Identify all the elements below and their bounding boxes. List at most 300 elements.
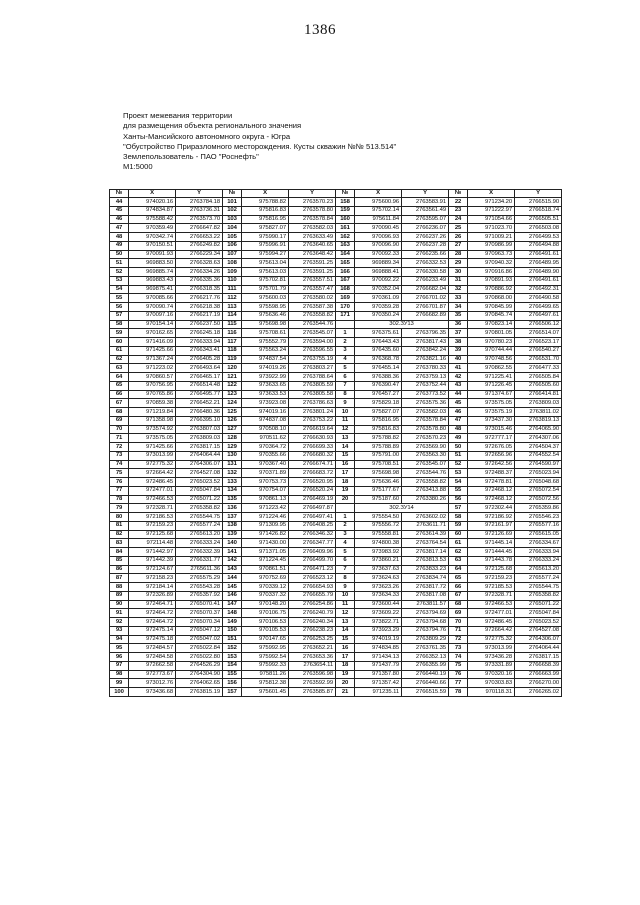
header-line: М1:5000	[123, 162, 153, 172]
y-coordinate-cell: 2763602.02	[402, 513, 449, 522]
point-number-cell: 47	[110, 224, 129, 233]
point-number-cell: 44	[449, 390, 468, 399]
y-coordinate-cell: 2763752.44	[402, 381, 449, 390]
y-coordinate-cell: 2766240.34	[289, 618, 336, 627]
point-number-cell: 3	[336, 346, 355, 355]
y-coordinate-cell: 2766489.95	[515, 259, 562, 268]
x-coordinate-cell: 970092.22	[355, 276, 402, 285]
table-row	[110, 276, 562, 285]
y-coordinate-cell: 2763809.29	[402, 635, 449, 644]
point-number-cell: 54	[110, 285, 129, 294]
point-number-cell: 2	[336, 338, 355, 347]
table-row	[110, 364, 562, 373]
x-coordinate-cell: 971437.79	[355, 661, 402, 670]
x-coordinate-cell: 970352.04	[355, 285, 402, 294]
x-coordinate-cell: 973633.65	[242, 381, 289, 390]
column-header: X	[355, 190, 402, 198]
point-number-cell: 67	[449, 591, 468, 600]
x-coordinate-cell: 972186.92	[468, 513, 515, 522]
point-number-cell: 22	[449, 198, 468, 207]
x-coordinate-cell: 971223.42	[242, 504, 289, 513]
x-coordinate-cell: 976457.27	[355, 390, 402, 399]
point-number-cell: 106	[223, 241, 242, 250]
table-row	[110, 390, 562, 399]
x-coordinate-cell: 975827.07	[355, 408, 402, 417]
point-number-cell: 4	[336, 539, 355, 548]
point-number-cell: 137	[223, 513, 242, 522]
x-coordinate-cell: 975827.07	[242, 224, 289, 233]
y-coordinate-cell: 2764064.44	[176, 451, 223, 460]
y-coordinate-cell: 2766495.77	[176, 390, 223, 399]
table-cell	[336, 504, 355, 513]
x-coordinate-cell: 972664.42	[129, 469, 176, 478]
y-coordinate-cell: 2766414.81	[515, 390, 562, 399]
y-coordinate-cell: 2765022.80	[176, 653, 223, 662]
point-number-cell: 70	[449, 618, 468, 627]
y-coordinate-cell: 2763557.51	[289, 276, 336, 285]
point-number-cell: 23	[449, 206, 468, 215]
y-coordinate-cell: 2763614.39	[402, 530, 449, 539]
y-coordinate-cell: 2764552.54	[515, 451, 562, 460]
point-number-cell: 171	[336, 311, 355, 320]
x-coordinate-cell: 970754.07	[242, 486, 289, 495]
x-coordinate-cell: 972328.71	[129, 504, 176, 513]
y-coordinate-cell: 2765615.05	[515, 530, 562, 539]
point-number-cell: 124	[223, 399, 242, 408]
x-coordinate-cell: 973574.92	[129, 425, 176, 434]
y-coordinate-cell: 2763801.24	[289, 408, 336, 417]
table-row	[110, 460, 562, 469]
y-coordinate-cell: 2763582.03	[289, 224, 336, 233]
y-coordinate-cell: 2763784.18	[176, 198, 223, 207]
x-coordinate-cell: 972468.12	[468, 495, 515, 504]
y-coordinate-cell: 2763761.35	[402, 644, 449, 653]
y-coordinate-cell: 2763413.88	[402, 486, 449, 495]
x-coordinate-cell: 971219.84	[129, 408, 176, 417]
y-coordinate-cell: 2766333.94	[515, 548, 562, 557]
x-coordinate-cell: 971225.41	[468, 373, 515, 382]
x-coordinate-cell: 972124.67	[129, 565, 176, 574]
x-coordinate-cell: 972477.01	[129, 486, 176, 495]
point-number-cell: 14	[336, 443, 355, 452]
column-header: X	[242, 190, 289, 198]
point-number-cell: 79	[110, 504, 129, 513]
y-coordinate-cell: 2766465.17	[176, 373, 223, 382]
point-number-cell: 50	[449, 443, 468, 452]
y-coordinate-cell: 2763570.23	[402, 434, 449, 443]
point-number-cell: 64	[110, 373, 129, 382]
x-coordinate-cell: 972125.68	[468, 565, 515, 574]
x-coordinate-cell: 975611.84	[355, 215, 402, 224]
y-coordinate-cell: 2765358.82	[176, 504, 223, 513]
point-number-cell: 101	[223, 198, 242, 207]
x-coordinate-cell: 975990.17	[242, 233, 289, 242]
y-coordinate-cell: 2764590.97	[515, 460, 562, 469]
x-coordinate-cell: 975992.54	[242, 653, 289, 662]
point-number-cell: 86	[110, 565, 129, 574]
y-coordinate-cell: 2763611.71	[402, 521, 449, 530]
x-coordinate-cell: 970371.89	[242, 469, 289, 478]
x-coordinate-cell: 970105.53	[242, 626, 289, 635]
x-coordinate-cell: 973436.68	[129, 688, 176, 697]
table-row	[110, 521, 562, 530]
y-coordinate-cell: 2766619.64	[289, 425, 336, 434]
y-coordinate-cell: 2763575.36	[402, 399, 449, 408]
x-coordinate-cell: 972466.53	[129, 495, 176, 504]
point-number-cell: 11	[336, 416, 355, 425]
y-coordinate-cell: 2765047.02	[176, 635, 223, 644]
x-coordinate-cell: 975791.00	[355, 451, 402, 460]
point-number-cell: 65	[110, 381, 129, 390]
y-coordinate-cell: 2766520.24	[289, 486, 336, 495]
point-number-cell: 28	[449, 250, 468, 259]
point-number-cell: 36	[449, 320, 468, 329]
y-coordinate-cell: 2763544.76	[289, 320, 336, 329]
y-coordinate-cell: 2766480.36	[176, 408, 223, 417]
x-coordinate-cell: 972158.23	[129, 574, 176, 583]
point-number-cell: 169	[336, 294, 355, 303]
y-coordinate-cell: 2765613.20	[515, 565, 562, 574]
point-number-cell: 88	[110, 583, 129, 592]
table-row	[110, 416, 562, 425]
y-coordinate-cell: 2763654.11	[289, 661, 336, 670]
y-coordinate-cell: 2763805.58	[289, 390, 336, 399]
x-coordinate-cell: 971444.45	[468, 548, 515, 557]
y-coordinate-cell: 2765047.84	[176, 486, 223, 495]
x-coordinate-cell: 975788.82	[355, 434, 402, 443]
point-number-cell: 164	[336, 250, 355, 259]
x-coordinate-cell: 970748.56	[468, 355, 515, 364]
x-coordinate-cell: 971222.97	[468, 206, 515, 215]
y-coordinate-cell: 2766494.88	[515, 241, 562, 250]
point-number-cell: 73	[449, 644, 468, 653]
x-coordinate-cell: 971223.02	[129, 364, 176, 373]
point-number-cell: 130	[223, 451, 242, 460]
y-coordinate-cell: 2766674.71	[289, 460, 336, 469]
x-coordinate-cell: 975992.33	[242, 661, 289, 670]
x-coordinate-cell: 972159.23	[468, 574, 515, 583]
x-coordinate-cell: 973331.89	[468, 661, 515, 670]
point-number-cell: 66	[449, 583, 468, 592]
x-coordinate-cell: 971416.09	[129, 338, 176, 347]
x-coordinate-cell: 974019.16	[242, 408, 289, 417]
x-coordinate-cell: 971357.42	[355, 679, 402, 688]
table-row	[110, 215, 562, 224]
point-number-cell: 135	[223, 495, 242, 504]
point-number-cell: 55	[110, 294, 129, 303]
point-number-cell: 43	[449, 381, 468, 390]
x-coordinate-cell: 975829.18	[355, 399, 402, 408]
y-coordinate-cell: 2764504.37	[515, 443, 562, 452]
table-row	[110, 548, 562, 557]
table-row	[110, 434, 562, 443]
point-number-cell: 77	[449, 679, 468, 688]
y-coordinate-cell: 2766491.61	[515, 276, 562, 285]
x-coordinate-cell: 970118.31	[468, 688, 515, 697]
point-number-cell: 42	[449, 373, 468, 382]
y-coordinate-cell: 2766505.84	[515, 373, 562, 382]
point-number-cell: 81	[110, 521, 129, 530]
x-coordinate-cell: 972126.69	[468, 530, 515, 539]
x-coordinate-cell: 975601.45	[242, 688, 289, 697]
point-number-cell: 112	[223, 294, 242, 303]
y-coordinate-cell: 2763648.42	[289, 250, 336, 259]
x-coordinate-cell: 973923.29	[355, 626, 402, 635]
x-coordinate-cell: 972464.72	[129, 618, 176, 627]
column-header: Y	[515, 190, 562, 198]
point-number-cell: 59	[110, 329, 129, 338]
section-label-cell: 302.ЗУ13	[355, 320, 449, 329]
x-coordinate-cell: 973923.08	[242, 399, 289, 408]
x-coordinate-cell: 970320.16	[468, 670, 515, 679]
y-coordinate-cell: 2763570.23	[289, 198, 336, 207]
table-header-row	[110, 190, 562, 198]
point-number-cell: 92	[110, 618, 129, 627]
x-coordinate-cell: 972656.96	[468, 451, 515, 460]
y-coordinate-cell: 2763595.07	[402, 215, 449, 224]
point-number-cell: 70	[110, 425, 129, 434]
table-cell	[336, 320, 355, 329]
y-coordinate-cell: 2763563.30	[402, 451, 449, 460]
point-number-cell: 143	[223, 565, 242, 574]
column-header: X	[468, 190, 515, 198]
x-coordinate-cell: 970359.28	[355, 303, 402, 312]
x-coordinate-cell: 970765.86	[129, 390, 176, 399]
point-number-cell: 63	[449, 556, 468, 565]
x-coordinate-cell: 975613.04	[242, 259, 289, 268]
y-coordinate-cell: 2763813.53	[402, 556, 449, 565]
y-coordinate-cell: 2766235.66	[402, 250, 449, 259]
table-row	[110, 679, 562, 688]
y-coordinate-cell: 2765546.23	[515, 513, 562, 522]
point-number-cell: 19	[336, 486, 355, 495]
point-number-cell: 114	[223, 311, 242, 320]
point-number-cell: 157	[223, 688, 242, 697]
x-coordinate-cell: 974019.19	[355, 635, 402, 644]
x-coordinate-cell: 971442.97	[129, 548, 176, 557]
x-coordinate-cell: 970092.33	[355, 250, 402, 259]
point-number-cell: 118	[223, 346, 242, 355]
y-coordinate-cell: 2766217.19	[176, 311, 223, 320]
y-coordinate-cell: 2763817.72	[402, 583, 449, 592]
y-coordinate-cell: 2765543.28	[176, 583, 223, 592]
y-coordinate-cell: 2766332.53	[402, 259, 449, 268]
y-coordinate-cell: 2766520.95	[289, 478, 336, 487]
x-coordinate-cell: 970861.51	[242, 565, 289, 574]
x-coordinate-cell: 976390.47	[355, 381, 402, 390]
point-number-cell: 39	[449, 346, 468, 355]
x-coordinate-cell: 970106.53	[242, 618, 289, 627]
x-coordinate-cell: 970367.40	[242, 460, 289, 469]
point-number-cell: 41	[449, 364, 468, 373]
y-coordinate-cell: 2766253.25	[289, 635, 336, 644]
y-coordinate-cell: 2765023.52	[176, 478, 223, 487]
point-number-cell: 5	[336, 548, 355, 557]
x-coordinate-cell: 970859.38	[129, 399, 176, 408]
y-coordinate-cell: 2763811.02	[515, 408, 562, 417]
point-number-cell: 74	[449, 653, 468, 662]
point-number-cell: 10	[336, 591, 355, 600]
point-number-cell: 117	[223, 338, 242, 347]
y-coordinate-cell: 2763817.15	[515, 653, 562, 662]
point-number-cell: 52	[110, 268, 129, 277]
table-row	[110, 609, 562, 618]
x-coordinate-cell: 975598.95	[242, 303, 289, 312]
x-coordinate-cell: 975812.38	[242, 679, 289, 688]
point-number-cell: 109	[223, 268, 242, 277]
x-coordinate-cell: 970845.99	[468, 303, 515, 312]
y-coordinate-cell: 2766654.93	[289, 583, 336, 592]
x-coordinate-cell: 972486.45	[129, 478, 176, 487]
x-coordinate-cell: 973013.99	[468, 644, 515, 653]
y-coordinate-cell: 2766682.04	[402, 285, 449, 294]
x-coordinate-cell: 970862.55	[468, 364, 515, 373]
point-number-cell: 98	[110, 670, 129, 679]
point-number-cell: 60	[449, 530, 468, 539]
point-number-cell: 160	[336, 215, 355, 224]
point-number-cell: 166	[336, 268, 355, 277]
x-coordinate-cell: 972464.71	[129, 600, 176, 609]
column-header: №	[336, 190, 355, 198]
y-coordinate-cell: 2766333.24	[176, 539, 223, 548]
x-coordinate-cell: 975600.96	[355, 198, 402, 207]
y-coordinate-cell: 2766355.99	[402, 661, 449, 670]
x-coordinate-cell: 970823.14	[468, 320, 515, 329]
point-number-cell: 97	[110, 661, 129, 670]
y-coordinate-cell: 2763755.19	[289, 355, 336, 364]
point-number-cell: 149	[223, 618, 242, 627]
y-coordinate-cell: 2763759.13	[402, 373, 449, 382]
y-coordinate-cell: 2766663.99	[515, 670, 562, 679]
point-number-cell: 127	[223, 425, 242, 434]
y-coordinate-cell: 2763803.27	[289, 364, 336, 373]
point-number-cell: 38	[449, 338, 468, 347]
point-number-cell: 19	[336, 670, 355, 679]
x-coordinate-cell: 970090.74	[129, 303, 176, 312]
point-number-cell: 152	[223, 644, 242, 653]
y-coordinate-cell: 2764527.08	[176, 469, 223, 478]
x-coordinate-cell: 975994.27	[242, 250, 289, 259]
point-number-cell: 99	[110, 679, 129, 688]
x-coordinate-cell: 974837.54	[242, 355, 289, 364]
point-number-cell: 134	[223, 486, 242, 495]
point-number-cell: 156	[223, 679, 242, 688]
x-coordinate-cell: 971309.95	[242, 521, 289, 530]
point-number-cell: 57	[449, 504, 468, 513]
x-coordinate-cell: 975698.98	[242, 320, 289, 329]
x-coordinate-cell: 974834.87	[129, 206, 176, 215]
x-coordinate-cell: 974020.16	[129, 198, 176, 207]
point-number-cell: 24	[449, 215, 468, 224]
point-number-cell: 2	[336, 521, 355, 530]
y-coordinate-cell: 2766653.22	[176, 233, 223, 242]
point-number-cell: 116	[223, 329, 242, 338]
x-coordinate-cell: 972486.45	[468, 618, 515, 627]
x-coordinate-cell: 971371.05	[242, 548, 289, 557]
y-coordinate-cell: 2766647.82	[176, 224, 223, 233]
x-coordinate-cell: 975708.61	[242, 329, 289, 338]
header-line: Проект межевания территории	[123, 111, 233, 120]
point-number-cell: 9	[336, 399, 355, 408]
point-number-cell: 14	[336, 626, 355, 635]
point-number-cell: 153	[223, 653, 242, 662]
y-coordinate-cell: 2763817.14	[402, 548, 449, 557]
x-coordinate-cell: 972125.68	[129, 530, 176, 539]
point-number-cell: 15	[336, 451, 355, 460]
x-coordinate-cell: 975588.42	[129, 215, 176, 224]
point-number-cell: 147	[223, 600, 242, 609]
point-number-cell: 71	[110, 434, 129, 443]
x-coordinate-cell: 969875.41	[129, 285, 176, 294]
x-coordinate-cell: 969888.41	[355, 268, 402, 277]
y-coordinate-cell: 2765577.24	[515, 574, 562, 583]
y-coordinate-cell: 2766333.94	[176, 338, 223, 347]
table-row	[110, 268, 562, 277]
table-row	[110, 443, 562, 452]
x-coordinate-cell: 973624.63	[355, 574, 402, 583]
y-coordinate-cell: 2763788.64	[289, 373, 336, 382]
x-coordinate-cell: 972475.18	[129, 635, 176, 644]
point-number-cell: 18	[336, 478, 355, 487]
y-coordinate-cell: 2763794.76	[402, 626, 449, 635]
y-coordinate-cell: 2765071.22	[515, 600, 562, 609]
y-coordinate-cell: 2763794.69	[402, 609, 449, 618]
point-number-cell: 56	[110, 303, 129, 312]
y-coordinate-cell: 2764306.07	[515, 635, 562, 644]
x-coordinate-cell: 974019.26	[242, 364, 289, 373]
point-number-cell: 89	[110, 591, 129, 600]
y-coordinate-cell: 2763594.00	[289, 338, 336, 347]
x-coordinate-cell: 975177.67	[355, 486, 402, 495]
x-coordinate-cell: 972302.44	[468, 504, 515, 513]
x-coordinate-cell: 970916.86	[468, 268, 515, 277]
x-coordinate-cell: 972777.17	[468, 434, 515, 443]
point-number-cell: 161	[336, 224, 355, 233]
y-coordinate-cell: 2766490.58	[515, 294, 562, 303]
y-coordinate-cell: 2763809.03	[176, 434, 223, 443]
point-number-cell: 4	[336, 355, 355, 364]
y-coordinate-cell: 2763545.07	[402, 460, 449, 469]
x-coordinate-cell: 971434.13	[355, 653, 402, 662]
x-coordinate-cell: 975558.81	[355, 530, 402, 539]
y-coordinate-cell: 2765023.94	[515, 469, 562, 478]
y-coordinate-cell: 2766229.34	[176, 250, 223, 259]
y-coordinate-cell: 2765357.92	[176, 591, 223, 600]
y-coordinate-cell: 2766237.28	[402, 241, 449, 250]
y-coordinate-cell: 2763583.91	[402, 198, 449, 207]
point-number-cell: 165	[336, 259, 355, 268]
point-number-cell: 128	[223, 434, 242, 443]
point-number-cell: 139	[223, 530, 242, 539]
y-coordinate-cell: 2763596.55	[289, 346, 336, 355]
point-number-cell: 20	[336, 679, 355, 688]
y-coordinate-cell: 2766683.72	[289, 469, 336, 478]
y-coordinate-cell: 2763582.03	[402, 408, 449, 417]
point-number-cell: 167	[336, 276, 355, 285]
point-number-cell: 95	[110, 644, 129, 653]
point-number-cell: 8	[336, 574, 355, 583]
y-coordinate-cell: 2766499.65	[515, 303, 562, 312]
x-coordinate-cell: 970303.83	[468, 679, 515, 688]
x-coordinate-cell: 973575.19	[468, 408, 515, 417]
table-row	[110, 250, 562, 259]
point-number-cell: 16	[336, 460, 355, 469]
x-coordinate-cell: 971235.11	[355, 688, 402, 697]
section-label-cell: 302.ЗУ14	[355, 504, 449, 513]
point-number-cell: 25	[449, 224, 468, 233]
point-number-cell: 13	[336, 434, 355, 443]
point-number-cell: 163	[336, 241, 355, 250]
